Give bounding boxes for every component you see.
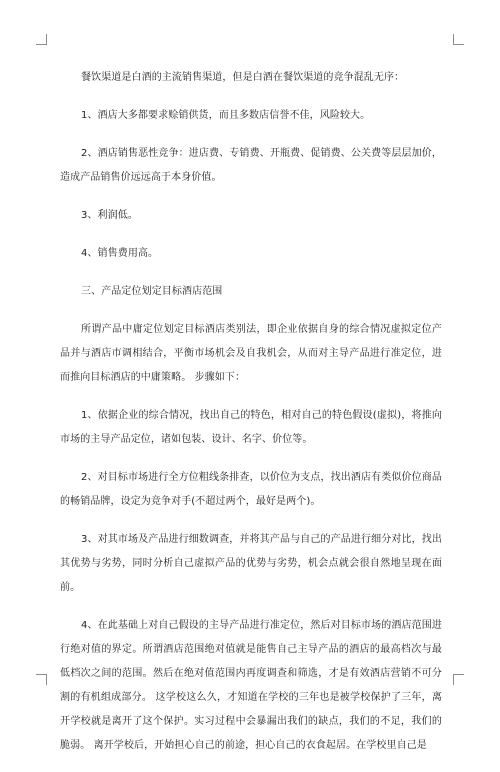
crop-mark-bottom-left bbox=[36, 674, 47, 685]
paragraph-step-4: 4、在此基础上对自己假设的主导产品进行准定位，然后对目标市场的酒店范围进行绝对值的界定。所谓酒店范围绝对值就是能售自己主导产品的酒店的最高档次与最低档次之间的范围。然后在绝对值范围内再度调查和筛选，才是有效酒店营销不可分割的有机组成部分。 这学校这么久，才知道在学校的三年也是被学校保护了三年，离开学校就是离开了这个保护。实习过程中会暴漏出我们的缺点，我们的不足，我们的脆弱。 离开学校后，开始担心自己的前途，担心自己的衣食起居。在学校里自己是 bbox=[60, 620, 442, 751]
document-body bbox=[60, 66, 442, 772]
paragraph-definition: 所谓产品中庸定位划定目标酒店类别法，即企业依据自身的综合情况虚拟定位产品并与酒店市调相结合，平衡市场机会及自我机会，从而对主导产品进行准定位，进而推向目标酒店的中庸策略。 步骤如下： bbox=[60, 324, 442, 383]
section-heading: 三、产品定位划定目标酒店范围 bbox=[81, 286, 223, 297]
paragraph-item-3: 3、利润低。 bbox=[81, 210, 138, 221]
paragraph-item-4: 4、销售费用高。 bbox=[81, 248, 159, 259]
paragraph-step-2: 2、对目标市场进行全方位粗线条排查，以价位为支点，找出酒店有类似价位商品的畅销品牌，设定为竞争对手(不超过两个，最好是两个)。 bbox=[60, 472, 442, 507]
paragraph-intro: 餐饮渠道是白酒的主流销售渠道，但是白酒在餐饮渠道的竞争混乱无序： bbox=[81, 72, 405, 83]
crop-mark-top-right bbox=[453, 34, 464, 45]
paragraph-item-1: 1、酒店大多都要求赊销供货，而且多数店信誉不佳，风险较大。 bbox=[81, 110, 371, 121]
crop-mark-bottom-right bbox=[453, 674, 464, 685]
crop-mark-top-left bbox=[36, 34, 47, 45]
paragraph-step-3: 3、对其市场及产品进行细数调查，并将其产品与自己的产品进行细分对比，找出其优势与劣势，同时分析自己虚拟产品的优势与劣势，机会点就会很自然地呈现在面前。 bbox=[60, 534, 442, 593]
paragraph-item-2: 2、酒店销售恶性竞争：进店费、专销费、开瓶费、促销费、公关费等层层加价，造成产品销售价远远高于本身价值。 bbox=[60, 148, 442, 183]
paragraph-step-1: 1、依据企业的综合情况，找出自己的特色，相对自己的特色假设(虚拟)，将推向市场的主导产品定位，诸如包装、设计、名字、价位等。 bbox=[60, 410, 442, 445]
